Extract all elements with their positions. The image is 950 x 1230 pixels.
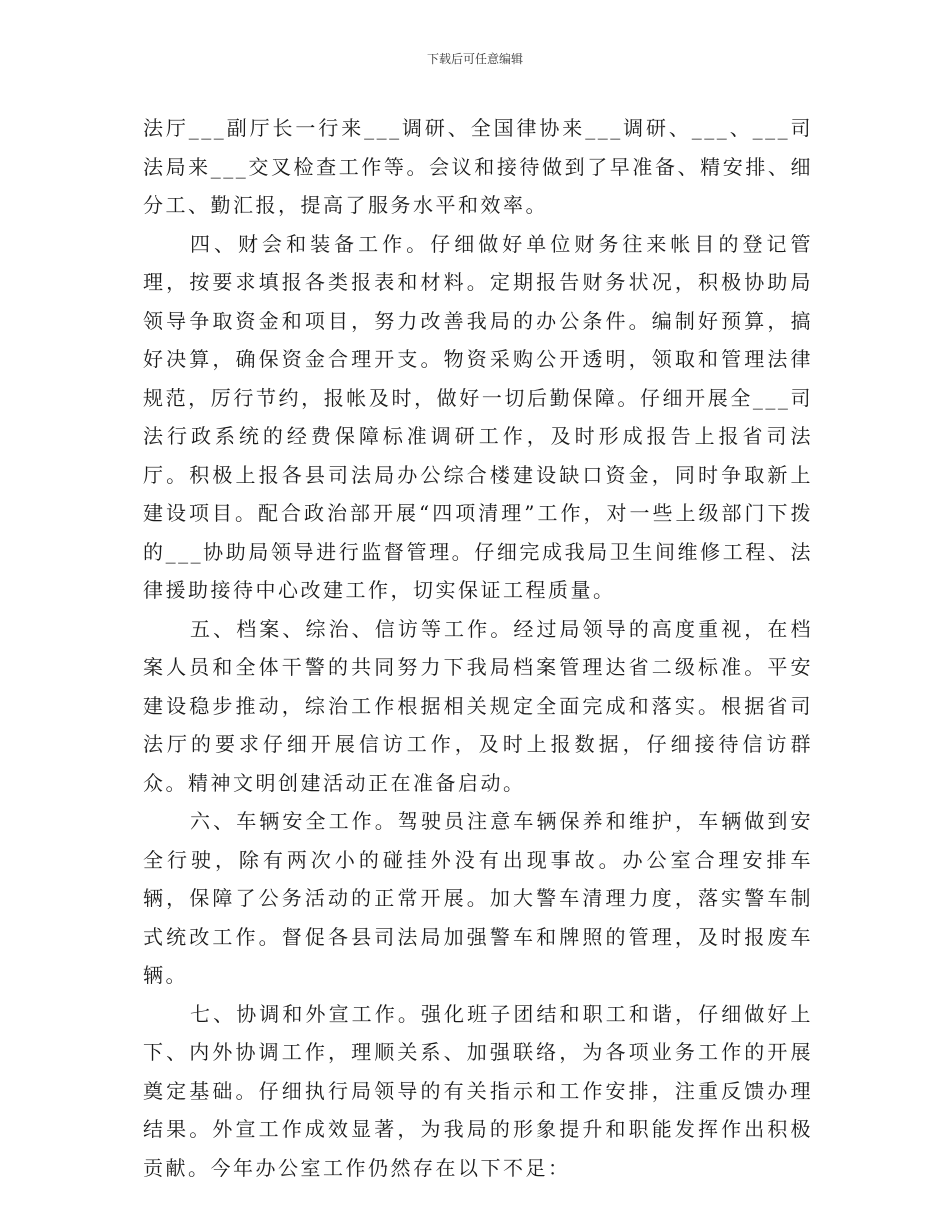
paragraph-archives-petitions: 五、档案、综治、信访等工作。经过局领导的高度重视，在档案人员和全体干警的共同努力下我局档案管理达省二级标准。平安建设稳步推动，综治工作根据相关规定全面完成和落实。根据省司法厅的要求仔细开展信访工作，及时上报数据，仔细接待信访群众。精神文明创建活动正在准备启动。 xyxy=(143,616,813,795)
paragraph-finance-equipment: 四、财会和装备工作。仔细做好单位财务往来帐目的登记管理，按要求填报各类报表和材料。定期报告财务状况，积极协助局领导争取资金和项目，努力改善我局的办公条件。编制好预算，搞好决算，确保资金合理开支。物资采购公开透明，领取和管理法律规范，厉行节约，报帐及时，做好一切后勤保障。仔细开展全___司法行政系统的经费保障标准调研工作，及时形成报告上报省司法厅。积极上报各县司法局办公综合楼建设缺口资金，同时争取新上建设项目。配合政治部开展“四项清理”工作，对一些上级部门下拨的___协助局领导进行监督管理。仔细完成我局卫生间维修工程、法律援助接待中心改建工作，切实保证工程质量。 xyxy=(143,231,813,602)
paragraph-coordination-publicity: 七、协调和外宣工作。强化班子团结和职工和谐，仔细做好上下、内外协调工作，理顺关系、加强联络，为各项业务工作的开展奠定基础。仔细执行局领导的有关指示和工作安排，注重反馈办理结果。外宣工作成效显著，为我局的形象提升和职能发挥作出积极贡献。今年办公室工作仍然存在以下不足： xyxy=(143,1001,813,1180)
page-header: 下载后可任意编辑 xyxy=(426,52,523,66)
paragraph-continuation: 法厅___副厅长一行来___调研、全国律协来___调研、___、___司法局来___交叉检查工作等。会议和接待做到了早准备、精安排、细分工、勤汇报，提高了服务水平和效率。 xyxy=(143,116,813,217)
document-body xyxy=(143,109,813,1187)
paragraph-vehicle-safety: 六、车辆安全工作。驾驶员注意车辆保养和维护，车辆做到安全行驶，除有两次小的碰挂外没有出现事故。办公室合理安排车辆，保障了公务活动的正常开展。加大警车清理力度，落实警车制式统改工作。督促各县司法局加强警车和牌照的管理，及时报废车辆。 xyxy=(143,809,813,987)
